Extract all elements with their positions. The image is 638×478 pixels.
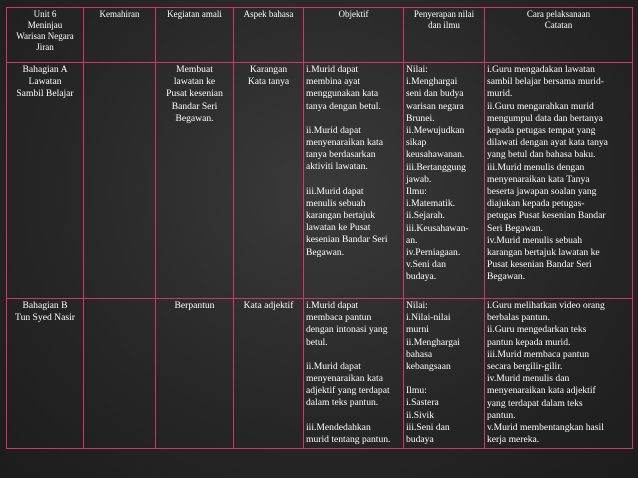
cell-kemahiran [84,299,156,449]
cell-objektif [304,63,404,299]
cell-cara: i.Guru melihatkan video orang berbalas pantun. ii.Guru mengedarkan teks pantun kepada murid. iii.Murid membaca pantun secara bergilir-gilir. iv.Murid menulis dan menyenaraikan kata adjektif yang terdapat dalam teks pantun. v.Murid membentangkan hasil kerja mereka. [485,299,633,449]
header-objektif: Objektif [304,8,404,63]
cell-nilai [404,299,485,449]
header-penyerapan-nilai: Penyerapan nilai dan ilmu [404,8,485,63]
cell-kegiatan: Membuat lawatan ke Pusat kesenian Bandar Seri Begawan. [156,63,234,299]
cell-unit: Bahagian A Lawatan Sambil Belajar [7,63,84,299]
header-kemahiran: Kemahiran [84,8,156,63]
objektif-item: i.Murid dapat membina ayat menggunakan kata tanya dengan betul. [306,64,381,112]
header-row [7,8,633,63]
cell-cara: i.Guru mengadakan lawatan sambil belajar bersama murid- murid. ii.Guru mengarahkan murid mengumpul data dan bertanya kepada petugas tempat yang dilawati dengan ayat kata tanya yang betul dan bahasa baku. iii.Murid menulis dengan menyenaraikan kata Tanya beserta jawapan soalan yang diajukan kepada petugas- petugas Pusat kesenian Bandar Seri Begawan. iv.Murid menulis sebuah karangan bertajuk lawatan ke Pusat kesenian Bandar Seri Begawan. [485,63,633,299]
objektif-item: ii.Murid dapat menyenaraikan kata adjektif yang terdapat dalam teks pantun. [306,360,390,409]
table-row-bahagian-b [7,299,633,449]
objektif-item: ii.Murid dapat menyenaraikan kata tanya berdasarkan aktiviti lawatan. [306,124,383,173]
header-aspek-bahasa: Aspek bahasa [234,8,304,63]
cell-objektif [304,299,404,449]
header-unit: Unit 6 Meninjau Warisan Negara Jiran [7,8,84,63]
objektif-item: iii.Mendedahkan murid tentang pantun. [306,421,391,445]
cell-aspek: Karangan Kata tanya [234,63,304,299]
nilai-list: Nilai: i.Nilai-nilai murni ii.Menghargai bahasa kebangsaan [406,300,460,373]
table-row-bahagian-a [7,63,633,299]
cell-nilai: Nilai: i.Menghargai seni dan budya warisan negara Brunei. ii.Mewujudkan sikap keusahawanan. iii.Bertanggung jawab. Ilmu: i.Matematik. ii.Sejarah. iii.Keusahawan- an. iv.Perniagaan. v.Seni dan budaya. [404,63,485,299]
objektif-item: iii.Murid dapat menulis sebuah karangan bertajuk lawatan ke Pusat kesenian Bandar Seri Begawan. [306,185,388,258]
objektif-item: i.Murid dapat membaca pantun dengan intonasi yang betul. [306,300,388,348]
lesson-plan-table [6,7,633,449]
cell-kemahiran [84,63,156,299]
cell-aspek: Kata adjektif [234,299,304,449]
header-kegiatan-amali: Kegiatan amali [156,8,234,63]
cell-unit: Bahagian B Tun Syed Nasir [7,299,84,449]
ilmu-list: Ilmu: i.Sastera ii.Sivik iii.Seni dan budaya [406,385,450,446]
header-cara-pelaksanaan: Cara pelaksanaan Catatan [485,8,633,63]
cell-kegiatan: Berpantun [156,299,234,449]
